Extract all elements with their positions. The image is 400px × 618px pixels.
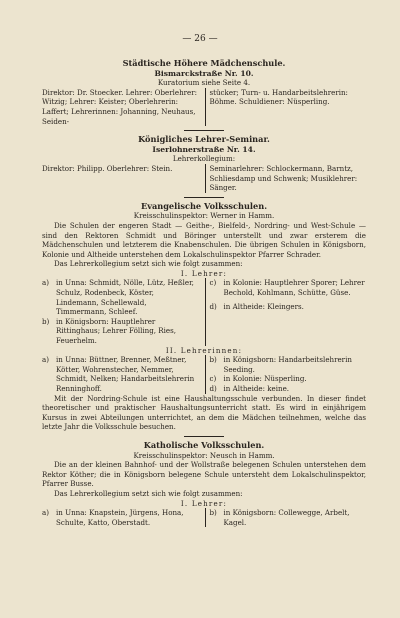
paragraph: Die Schulen der engeren Stadt — Geithe-, Bielfeld-, Nordring- und West-Schule — sind den Rektoren Schmidt und Böringer unterstellt und zwar ersterem die Mädchenschulen und letzterem die Knabenschulen. Die übrigen Schulen in Königsborn, Kolonie und Altheide unterstehen dem Lokalschulinspektor Pfarrer Schrader. — [42, 220, 366, 259]
section-address: Iserlohnerstraße Nr. 14. — [152, 144, 256, 154]
paragraph: Die an der kleinen Bahnhof- und der Wollstraße belegenen Schulen unterstehen dem Rektor Köther; die in Königsborn belegene Schule untersteht dem Lokalschulinspektor, Pfarrer Busse. — [42, 460, 366, 489]
list-left — [42, 278, 199, 345]
list-item: d) in Altheide: keine. — [209, 384, 290, 393]
section-title-katholisch: Katholische Volksschulen. — [143, 439, 265, 450]
paragraph: Das Lehrerkollegium setzt sich wie folgt zusammen: — [54, 488, 243, 498]
section-subtitle: Lehrerkollegium: — [172, 154, 236, 164]
paragraph: Mit der Nordring-Schule ist eine Haushaltungsschule verbunden. In dieser findet theoretischer und praktischer Haushaltungsunterricht statt. Es wird in einjährigem Kursus in zwei Abteilungen unterrichtet, an dem die Mädchen teilnehmen, welche das letzte Jahr die Volksschule besuchen. — [42, 393, 366, 432]
staff-left: Direktor: Philipp. Oberlehrer: Stein. — [42, 163, 173, 173]
staff-columns — [42, 164, 366, 193]
section-title-evangelisch: Evangelische Volksschulen. — [140, 200, 268, 211]
staff-columns — [42, 88, 366, 126]
subheading: I. Lehrer: — [180, 268, 228, 278]
staff-right: Seminarlehrer: Schlockermann, Barntz, Schliesdamp und Schwenk; Musiklehrer: Sänger. — [205, 164, 367, 193]
staff-left: Direktor: Dr. Stoecker. Lehrer: Oberlehrer: Witzig; Lehrer: Keister; Oberlehrerin: Laffert; Lehrerinnen: Johanning, Neuhaus, Seiden- — [42, 87, 198, 126]
section-title-seminar: Königliches Lehrer-Seminar. — [138, 134, 270, 145]
divider — [184, 197, 224, 198]
divider — [184, 436, 224, 437]
list-right — [205, 355, 367, 393]
list-right — [205, 278, 367, 345]
list-item: b) in Königsborn: Handarbeitslehrerin Seeding. — [209, 355, 352, 374]
list-item: b) in Königsborn: Collewegge, Arbelt, Kagel. — [209, 508, 350, 527]
subheading: I. Lehrer: — [180, 498, 228, 508]
list-right — [205, 508, 367, 527]
section-address: Bismarckstraße Nr. 10. — [154, 68, 254, 78]
inspector-line: Kreisschulinspektor: Werner in Hamm. — [133, 211, 275, 221]
list-item: a) in Unna: Schmidt, Nölle, Lütz, Heßler, Schulz, Rodenbeck, Köster, Lindemann, Schellewald, Timmermann, Schleef. — [42, 278, 194, 317]
list-left — [42, 355, 199, 393]
inspector-line: Kreisschulinspektor: Neusch in Hamm. — [133, 450, 275, 460]
list-item: c) in Kolonie: Nüsperling. — [209, 374, 307, 384]
list-item: a) in Unna: Büttner, Brenner, Meßtner, Kötter, Wohrenstecher, Nemmer, Schmidt, Nelken; Handarbeitslehrerin Renninghoff. — [42, 355, 195, 393]
divider — [184, 130, 224, 131]
page-number: — 26 — — [182, 34, 218, 44]
paragraph: Das Lehrerkollegium setzt sich wie folgt zusammen: — [54, 259, 243, 269]
subheading: II. Lehrerinnen: — [165, 345, 243, 355]
section-title-maedchenschule: Städtische Höhere Mädchenschule. — [122, 58, 286, 68]
page-content — [42, 56, 366, 527]
kuratorium-note: Kuratorium siehe Seite 4. — [157, 78, 251, 88]
list-columns — [42, 508, 366, 527]
list-item: a) in Unna: Knapstein, Jürgens, Hona, Schulte, Katto, Oberstadt. — [42, 508, 184, 527]
list-columns — [42, 278, 366, 345]
staff-right: stücker; Turn- u. Handarbeitslehrerin: Böhme. Schuldiener: Nüsperling. — [205, 88, 367, 126]
list-item: c) in Kolonie: Hauptlehrer Sporer; Lehrer Bechold, Kohlmann, Schütte, Güse. — [209, 278, 365, 298]
list-left — [42, 508, 199, 527]
list-item: b) in Königsborn: Hauptlehrer Rittinghaus; Lehrer Fölling, Ries, Feuerhelm. — [42, 316, 176, 346]
list-columns — [42, 355, 366, 393]
list-item: d) in Altheide: Kleingers. — [209, 301, 304, 311]
